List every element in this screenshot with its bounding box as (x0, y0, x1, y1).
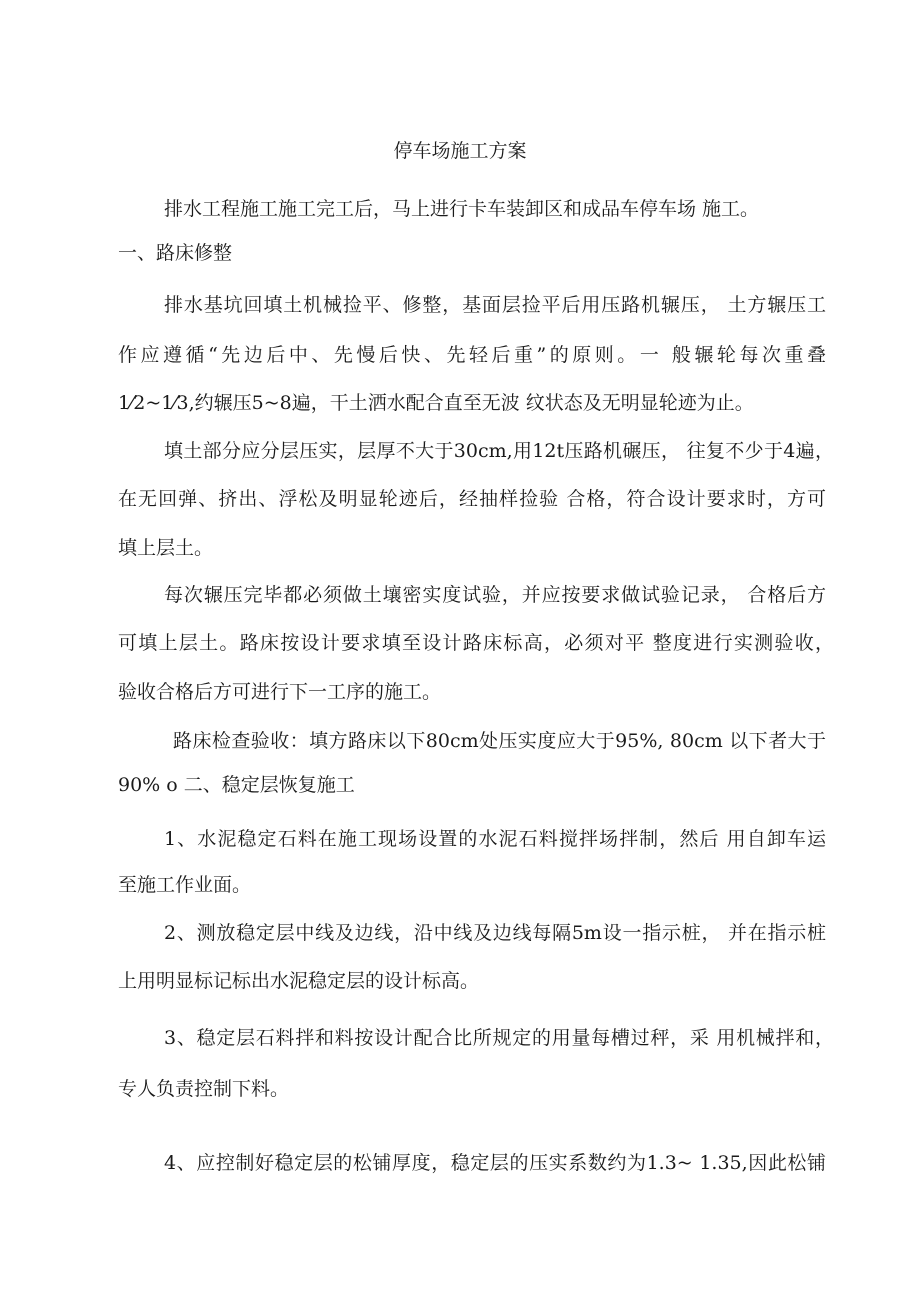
paragraph-line: 上用明显标记标出水泥稳定层的设计标高。 (118, 970, 480, 992)
paragraph-line: 4、应控制好稳定层的松铺厚度，稳定层的压实系数约为1.3~ 1.35,因此松铺 (164, 1152, 826, 1174)
paragraph-line: 填土部分应分层压实，层厚不大于30cm,用12t压路机碾压， 往复不少于4遍， (164, 440, 834, 462)
paragraph-line: 专人负责控制下料。 (118, 1078, 290, 1100)
paragraph-line: 排水基坑回填土机械捡平、修整，基面层捡平后用压路机辗压， 土方辗压工 (164, 294, 826, 316)
paragraph-line: 在无回弹、挤出、浮松及明显轮迹后，经抽样捡验 合格，符合设计要求时，方可 (118, 488, 826, 510)
paragraph-line: 每次辗压完毕都必须做土壤密实度试验，并应按要求做试验记录， 合格后方 (164, 584, 826, 606)
paragraph-line: 2、测放稳定层中线及边线，沿中线及边线每隔5m设一指示桩， 并在指示桩 (164, 922, 826, 944)
paragraph-line: 作应遵循“先边后中、先慢后快、先轻后重”的原则。一 般辗轮每次重叠 (118, 344, 826, 366)
section-heading: 一、路床修整 (118, 242, 233, 264)
paragraph-line: 填上层土。 (118, 537, 214, 559)
paragraph-line: 1、水泥稳定石料在施工现场设置的水泥石料搅拌场拌制，然后 用自卸车运 (164, 828, 826, 850)
paragraph-line: 1⁄2~1⁄3,约辗压5~8遍，干土洒水配合直至无波 纹状态及无明显轮迹为止。 (118, 392, 754, 414)
paragraph-line: 可填上层土。路床按设计要求填至设计路床标高，必须对平 整度进行实测验收， (118, 632, 834, 654)
document-title: 停车场施工方案 (393, 140, 527, 162)
paragraph-line: 至施工作业面。 (118, 874, 252, 896)
paragraph-line: 路床检查验收：填方路床以下80cm处压实度应大于95%, 80cm 以下者大于 (173, 730, 826, 752)
paragraph-line: 排水工程施工施工完工后，马上进行卡车装卸区和成品车停车场 施工。 (164, 198, 760, 220)
paragraph-line: 3、稳定层石料拌和料按设计配合比所规定的用量每槽过秤，采 用机械拌和， (164, 1027, 834, 1049)
paragraph-line: 验收合格后方可进行下一工序的施工。 (118, 681, 442, 703)
paragraph-line: 90% o 二、稳定层恢复施工 (118, 774, 355, 796)
